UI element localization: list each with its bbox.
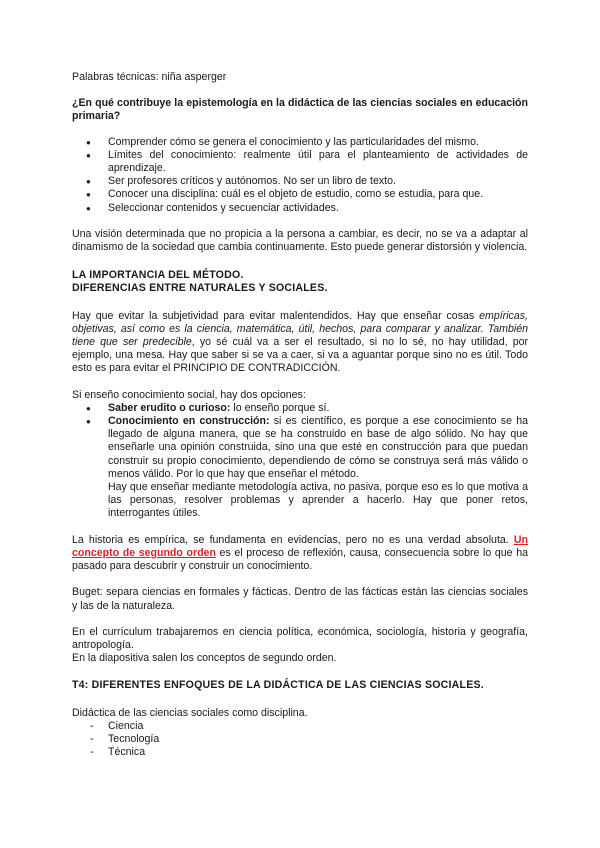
t4-intro: Didáctica de las ciencias sociales como disciplina. — [72, 706, 308, 719]
option-label: Saber erudito o curioso: — [108, 401, 231, 414]
list-item: ● Límites del conocimiento: realmente útil para el planteamiento de actividades de aprendizaje. — [72, 149, 528, 175]
options-list — [72, 402, 528, 521]
method-text-2: , yo sé cuál va a ser el resultado, si no lo sé, no hay utilidad, por ejemplo, una mesa. Hay que saber si se va a caer, si va a aguantar porque sino no es útil. Todo esto es para evitar el PRINCIPIO DE CONTRADICCIÓN. — [72, 336, 529, 375]
question-heading: ¿En qué contribuye la epistemología en la didáctica de las ciencias sociales en educación primaria? — [72, 97, 528, 123]
list-item — [72, 415, 528, 521]
method-heading-2: DIFERENCIAS ENTRE NATURALES Y SOCIALES. — [72, 282, 328, 295]
option-extra: Hay que enseñar mediante metodología activa, no pasiva, porque eso es lo que motiva a las personas, resolver problemas y aprender a hacerlo. Hay que poner retos, interrogantes útiles. — [108, 481, 528, 520]
list-item — [72, 402, 528, 415]
social-intro: Si enseño conocimiento social, hay dos opciones: — [72, 388, 306, 401]
vision-paragraph: Una visión determinada que no propicia a la persona a cambiar, es decir, no se va a adaptar al dinamismo de la sociedad que cambia continuamente. Esto puede generar distorsión y violencia. — [72, 227, 528, 254]
history-text-1: La historia es empírica, se fundamenta en evidencias, pero no es una verdad absoluta. — [72, 533, 514, 546]
contributions-list — [72, 136, 528, 215]
method-heading-1: LA IMPORTANCIA DEL MÉTODO. — [72, 269, 244, 282]
method-text-1: Hay que evitar la subjetividad para evitar malentendidos. Hay que enseñar cosas — [72, 309, 480, 322]
list-item: ● Comprender cómo se genera el conocimiento y las particularidades del mismo. — [72, 136, 528, 149]
list-item: ● Ser profesores críticos y autónomos. No ser un libro de texto. — [72, 175, 528, 188]
history-text-2: es el proceso de reflexión, causa, consecuencia sobre lo que ha pasado para descubrir y construir un conocimiento. — [72, 546, 528, 573]
list-item: - Ciencia — [72, 720, 528, 733]
method-italic-text: empíricas, objetivas, así como es la ciencia, matemática, útil, hechos, para comparar y analizar. También tiene que ser predecible — [72, 309, 528, 349]
option-text: si es científico, es porque a ese conocimiento se ha llegado de alguna manera, que se ha construido en base de algo sólido. No hay que enseñarle una opinión construida, sino una que esté en construcción para que puedan construir su propio conocimiento, dependiendo de cómo se construya será más válido o menos válido. Por lo que hay que enseñar el método. — [108, 415, 529, 480]
buget-paragraph: Buget: separa ciencias en formales y fácticas. Dentro de las fácticas están las ciencias sociales y las de la naturaleza. — [72, 586, 528, 612]
list-item: ● Conocer una disciplina: cuál es el objeto de estudio, como se estudia, para que. — [72, 188, 528, 201]
list-item: - Tecnología — [72, 733, 528, 746]
list-item: ● Seleccionar contenidos y secuenciar actividades. — [72, 202, 528, 215]
t4-list — [72, 720, 528, 760]
option-label: Conocimiento en construcción: — [108, 415, 270, 428]
curriculum-paragraph: En el currículum trabajaremos en ciencia política, económica, sociología, historia y geografía, antropología. — [72, 625, 528, 651]
method-paragraph — [72, 310, 528, 376]
history-paragraph — [72, 534, 528, 574]
list-item: - Técnica — [72, 746, 528, 759]
t4-heading: T4: DIFERENTES ENFOQUES DE LA DIDÁCTICA DE LAS CIENCIAS SOCIALES. — [72, 679, 484, 692]
keywords-line: Palabras técnicas: niña asperger — [72, 71, 227, 83]
option-text: lo enseño porque sí. — [230, 401, 330, 414]
slide-paragraph: En la diapositiva salen los conceptos de segundo orden. — [72, 652, 337, 665]
second-order-highlight: Un concepto de segundo orden — [72, 533, 528, 559]
